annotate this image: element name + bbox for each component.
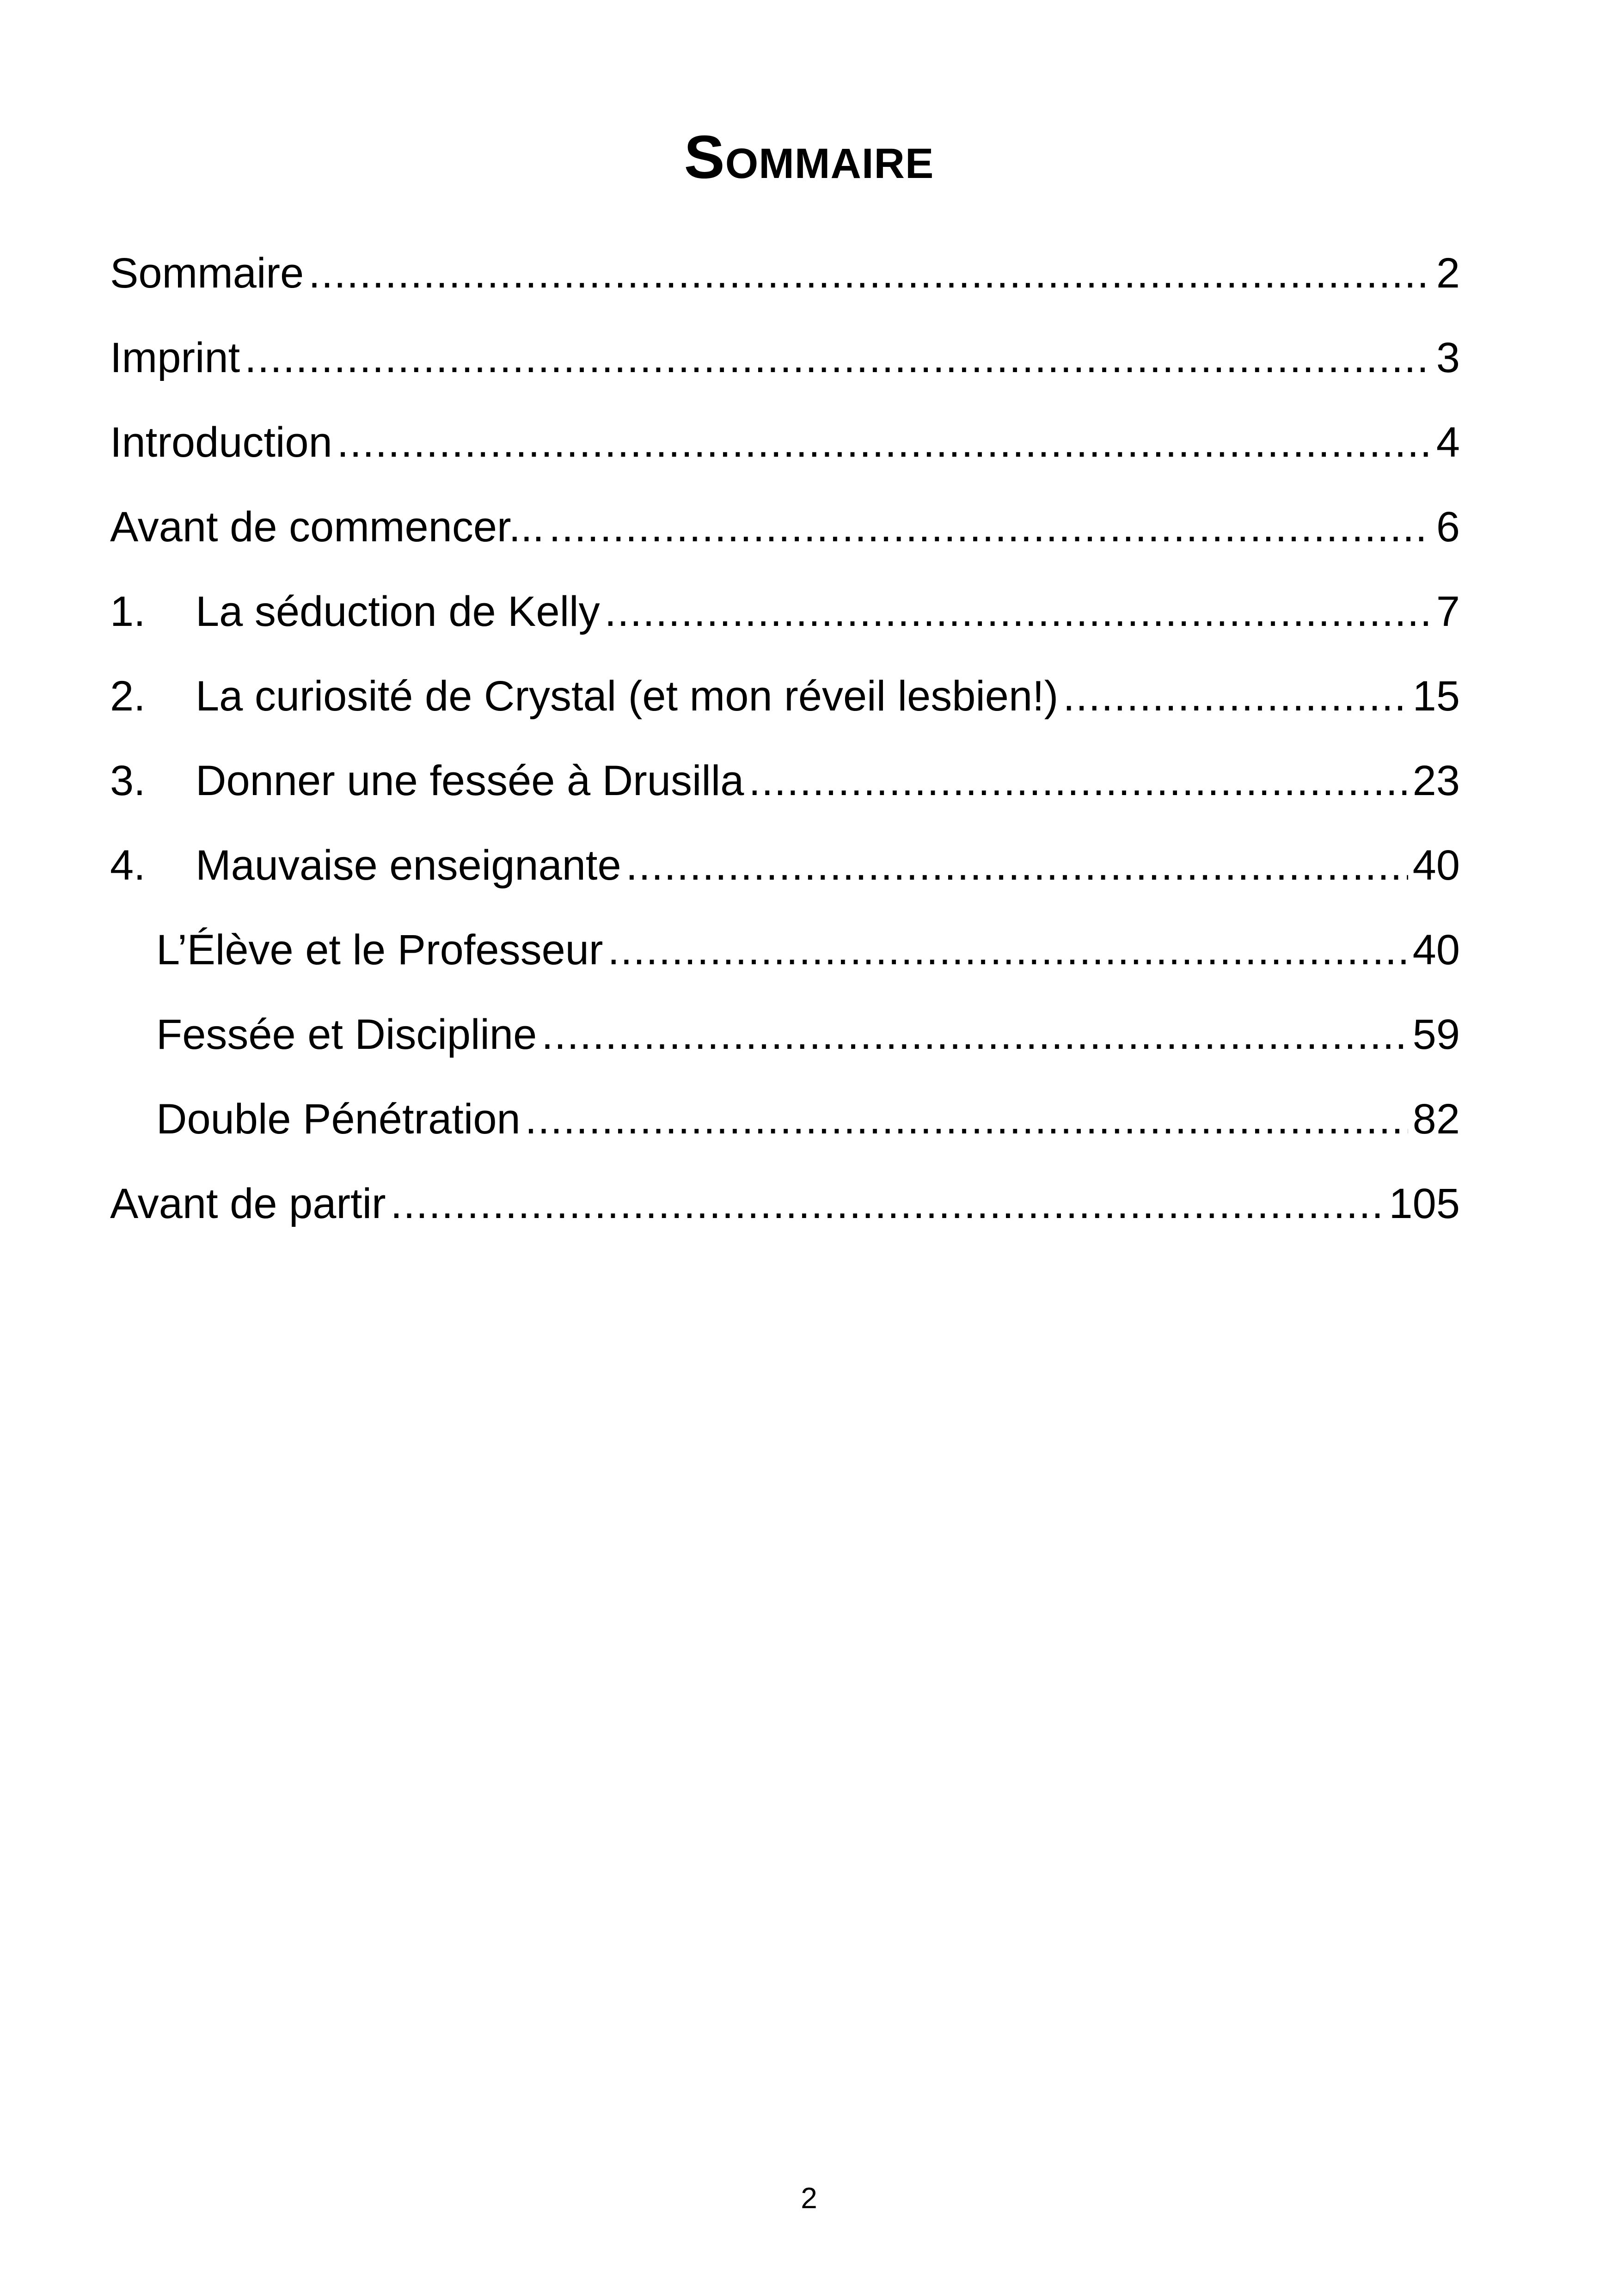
- toc-entry-label: Sommaire: [110, 250, 304, 297]
- toc-entry-label: Donner une fessée à Drusilla: [196, 757, 744, 804]
- table-of-contents: [110, 231, 1460, 1246]
- toc-entry-number: 1.: [110, 588, 146, 635]
- toc-entry-page: 4: [1436, 419, 1460, 466]
- toc-entry-label: Fessée et Discipline: [156, 1011, 537, 1058]
- dot-leader: [525, 1077, 1408, 1162]
- page-title: Sommaire: [684, 123, 934, 191]
- toc-entry-label: Avant de commencer...: [110, 503, 545, 551]
- toc-entry-number: 4.: [110, 842, 146, 889]
- toc-entry[interactable]: [110, 231, 1460, 316]
- dot-leader: [245, 316, 1432, 400]
- dot-leader: [748, 739, 1408, 823]
- dot-leader: [608, 908, 1408, 992]
- toc-entry[interactable]: [110, 569, 1460, 654]
- toc-entry[interactable]: [110, 823, 1460, 908]
- toc-entry[interactable]: [110, 400, 1460, 485]
- dot-leader: [308, 231, 1432, 316]
- dot-leader: [1063, 654, 1408, 739]
- toc-entry-label: Double Pénétration: [156, 1096, 521, 1143]
- toc-entry-page: 2: [1436, 250, 1460, 297]
- toc-entry-page: 15: [1412, 673, 1460, 720]
- dot-leader: [549, 485, 1432, 569]
- dot-leader: [337, 400, 1432, 485]
- page-number: 2: [801, 2181, 817, 2215]
- toc-entry-number: 2.: [110, 673, 146, 720]
- toc-entry-label: Imprint: [110, 334, 240, 381]
- toc-subentry[interactable]: [110, 992, 1460, 1077]
- toc-entry[interactable]: [110, 654, 1460, 739]
- toc-subentry[interactable]: [110, 908, 1460, 992]
- toc-entry-label: Mauvaise enseignante: [196, 842, 621, 889]
- toc-entry-page: 105: [1389, 1180, 1460, 1227]
- toc-entry[interactable]: [110, 1162, 1460, 1246]
- toc-entry-page: 82: [1412, 1096, 1460, 1143]
- toc-entry-page: 59: [1412, 1011, 1460, 1058]
- toc-entry[interactable]: [110, 485, 1460, 569]
- toc-entry-page: 6: [1436, 503, 1460, 551]
- toc-entry-label: La curiosité de Crystal (et mon réveil lesbien!): [196, 673, 1059, 720]
- toc-entry[interactable]: [110, 316, 1460, 400]
- dot-leader: [541, 992, 1408, 1077]
- toc-entry-page: 23: [1412, 757, 1460, 804]
- dot-leader: [391, 1162, 1385, 1246]
- dot-leader: [626, 823, 1408, 908]
- toc-entry[interactable]: [110, 739, 1460, 823]
- toc-entry-page: 40: [1412, 926, 1460, 974]
- toc-entry-page: 40: [1412, 842, 1460, 889]
- toc-entry-label: Introduction: [110, 419, 332, 466]
- toc-entry-label: La séduction de Kelly: [196, 588, 600, 635]
- toc-entry-label: L’Élève et le Professeur: [156, 926, 603, 974]
- toc-entry-page: 3: [1436, 334, 1460, 381]
- toc-entry-page: 7: [1436, 588, 1460, 635]
- toc-entry-label: Avant de partir: [110, 1180, 386, 1227]
- dot-leader: [605, 569, 1432, 654]
- toc-entry-number: 3.: [110, 757, 146, 804]
- toc-subentry[interactable]: [110, 1077, 1460, 1162]
